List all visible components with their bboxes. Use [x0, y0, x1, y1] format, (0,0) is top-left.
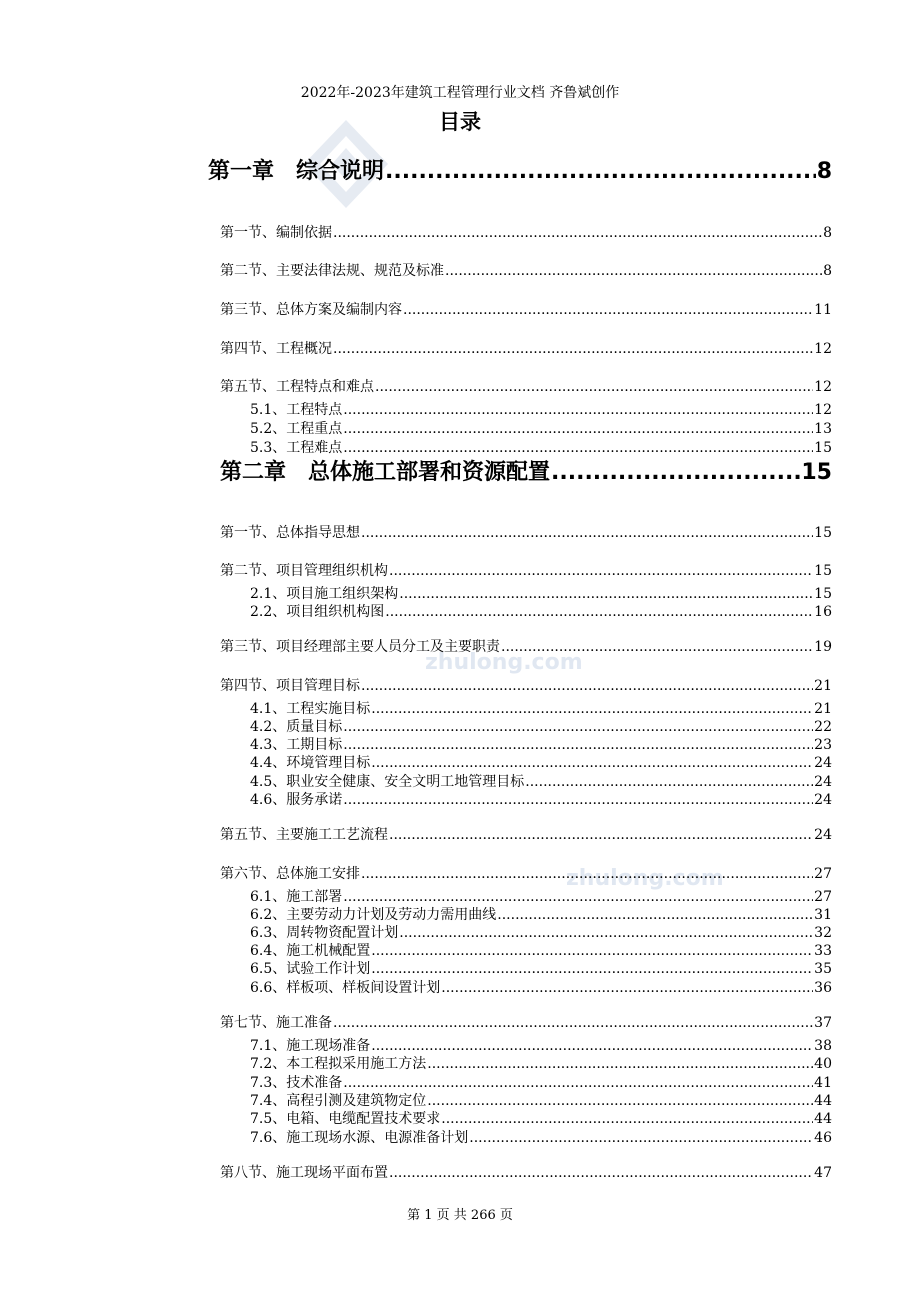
toc-subsection-row[interactable] — [250, 601, 832, 621]
toc-page: 19 — [814, 639, 832, 655]
toc-label: 7.1、施工现场准备 — [250, 1038, 371, 1054]
toc-page: 24 — [814, 774, 832, 790]
toc-page: 35 — [814, 961, 832, 977]
toc-page: 41 — [814, 1075, 832, 1091]
toc-label: 7.2、本工程拟采用施工方法 — [250, 1056, 427, 1072]
toc-label: 2.2、项目组织机构图 — [250, 604, 385, 620]
toc-subsection-row[interactable] — [250, 1127, 832, 1147]
toc-page: 27 — [814, 866, 832, 882]
toc-page: 15 — [814, 563, 832, 579]
toc-page: 12 — [814, 379, 832, 395]
toc-section-row[interactable] — [220, 522, 832, 542]
toc-page: 37 — [814, 1015, 832, 1031]
toc-page: 44 — [814, 1111, 832, 1127]
toc-label: 第三节、项目经理部主要人员分工及主要职责 — [220, 639, 500, 655]
toc-subsection-row[interactable] — [250, 886, 832, 906]
toc-page: 21 — [814, 678, 832, 694]
toc-label: 4.1、工程实施目标 — [250, 701, 371, 717]
toc-page: 8 — [823, 225, 832, 241]
toc-section-row[interactable] — [220, 260, 832, 280]
toc-label: 第六节、总体施工安排 — [220, 866, 360, 882]
toc-label: 4.3、工期目标 — [250, 737, 343, 753]
toc-page: 44 — [814, 1093, 832, 1109]
toc-subsection-row[interactable] — [250, 1035, 832, 1055]
toc-label: 5.3、工程难点 — [250, 440, 343, 456]
toc-subsection-row[interactable] — [250, 583, 832, 603]
toc-label: 7.6、施工现场水源、电源准备计划 — [250, 1130, 469, 1146]
toc-section-row[interactable] — [220, 338, 832, 358]
toc-page: 15 — [801, 460, 832, 485]
toc-section-row[interactable] — [220, 636, 832, 656]
toc-subsection-row[interactable] — [250, 752, 832, 772]
toc-subsection-row[interactable] — [250, 940, 832, 960]
toc-section-row[interactable] — [220, 376, 832, 396]
toc-page: 16 — [814, 604, 832, 620]
watermark-text: zhulong.com — [425, 650, 583, 675]
toc-label: 5.1、工程特点 — [250, 402, 343, 418]
watermark-text: zhulong.com — [566, 866, 724, 891]
toc-page: 27 — [814, 889, 832, 905]
toc-section-row[interactable] — [220, 863, 832, 883]
toc-label: 第一节、总体指导思想 — [220, 525, 360, 541]
toc-page: 21 — [814, 701, 832, 717]
toc-page: 15 — [814, 525, 832, 541]
toc-label: 第五节、工程特点和难点 — [220, 379, 374, 395]
toc-section-row[interactable] — [220, 1162, 832, 1182]
toc-page: 22 — [814, 719, 832, 735]
page-footer: 第 1 页 共 266 页 — [407, 1208, 513, 1223]
toc-label: 6.3、周转物资配置计划 — [250, 925, 399, 941]
toc-page: 36 — [814, 980, 832, 996]
document-header: 2022年-2023年建筑工程管理行业文档 齐鲁斌创作 — [300, 85, 620, 101]
toc-label: 4.5、职业安全健康、安全文明工地管理目标 — [250, 774, 525, 790]
toc-section-row[interactable] — [220, 1012, 832, 1032]
toc-subsection-row[interactable] — [250, 1053, 832, 1073]
toc-page: 31 — [814, 907, 832, 923]
toc-label: 4.6、服务承诺 — [250, 792, 343, 808]
toc-label: 7.3、技术准备 — [250, 1075, 343, 1091]
toc-subsection-row[interactable] — [250, 418, 832, 438]
toc-subsection-row[interactable] — [250, 716, 832, 736]
toc-page: 15 — [814, 440, 832, 456]
toc-subsection-row[interactable] — [250, 771, 832, 791]
toc-label: 第二节、主要法律法规、规范及标准 — [220, 263, 444, 279]
toc-subsection-row[interactable] — [250, 1090, 832, 1110]
toc-subsection-row[interactable] — [250, 977, 832, 997]
toc-page: 12 — [814, 402, 832, 418]
toc-subsection-row[interactable] — [250, 922, 832, 942]
toc-page: 38 — [814, 1038, 832, 1054]
toc-label: 6.5、试验工作计划 — [250, 961, 371, 977]
toc-section-row[interactable] — [220, 222, 832, 242]
toc-page: 23 — [814, 737, 832, 753]
toc-section-row[interactable] — [220, 824, 832, 844]
toc-label: 7.4、高程引测及建筑物定位 — [250, 1093, 427, 1109]
toc-label: 第一节、编制依据 — [220, 225, 332, 241]
toc-subsection-row[interactable] — [250, 1072, 832, 1092]
toc-label: 第二章 总体施工部署和资源配置 — [220, 460, 551, 485]
toc-chapter-row[interactable] — [220, 455, 832, 486]
toc-subsection-row[interactable] — [250, 399, 832, 419]
toc-label: 7.5、电箱、电缆配置技术要求 — [250, 1111, 441, 1127]
toc-label: 5.2、工程重点 — [250, 421, 343, 437]
toc-label: 第三节、总体方案及编制内容 — [220, 302, 402, 318]
toc-subsection-row[interactable] — [250, 789, 832, 809]
toc-section-row[interactable] — [220, 560, 832, 580]
toc-label: 第二节、项目管理组织机构 — [220, 563, 388, 579]
toc-label: 4.2、质量目标 — [250, 719, 343, 735]
toc-section-row[interactable] — [220, 675, 832, 695]
toc-label: 第七节、施工准备 — [220, 1015, 332, 1031]
toc-page: 32 — [814, 925, 832, 941]
toc-label: 第一章 综合说明 — [208, 159, 385, 184]
toc-subsection-row[interactable] — [250, 734, 832, 754]
toc-page: 8 — [823, 263, 832, 279]
toc-label: 第四节、工程概况 — [220, 341, 332, 357]
toc-page: 13 — [814, 421, 832, 437]
toc-page: 15 — [814, 586, 832, 602]
toc-page: 46 — [814, 1130, 832, 1146]
toc-page: 24 — [814, 755, 832, 771]
toc-page: 24 — [814, 792, 832, 808]
toc-page: 40 — [814, 1056, 832, 1072]
toc-label: 2.1、项目施工组织架构 — [250, 586, 399, 602]
toc-page: 47 — [814, 1165, 832, 1181]
toc-label: 6.4、施工机械配置 — [250, 943, 371, 959]
toc-label: 6.6、样板项、样板间设置计划 — [250, 980, 441, 996]
toc-label: 第八节、施工现场平面布置 — [220, 1165, 388, 1181]
toc-label: 第四节、项目管理目标 — [220, 678, 360, 694]
toc-page: 8 — [816, 159, 832, 184]
toc-subsection-row[interactable] — [250, 958, 832, 978]
toc-page: 11 — [814, 302, 832, 318]
toc-subsection-row[interactable] — [250, 437, 832, 457]
page-title: 目录 — [439, 110, 481, 134]
toc-page: 33 — [814, 943, 832, 959]
toc-page: 24 — [814, 827, 832, 843]
toc-label: 4.4、环境管理目标 — [250, 755, 371, 771]
toc-section-row[interactable] — [220, 299, 832, 319]
toc-page: 12 — [814, 341, 832, 357]
toc-subsection-row[interactable] — [250, 904, 832, 924]
toc-subsection-row[interactable] — [250, 1108, 832, 1128]
toc-label: 第五节、主要施工工艺流程 — [220, 827, 388, 843]
toc-chapter-row[interactable] — [208, 154, 832, 185]
toc-label: 6.1、施工部署 — [250, 889, 343, 905]
toc-subsection-row[interactable] — [250, 698, 832, 718]
toc-label: 6.2、主要劳动力计划及劳动力需用曲线 — [250, 907, 497, 923]
